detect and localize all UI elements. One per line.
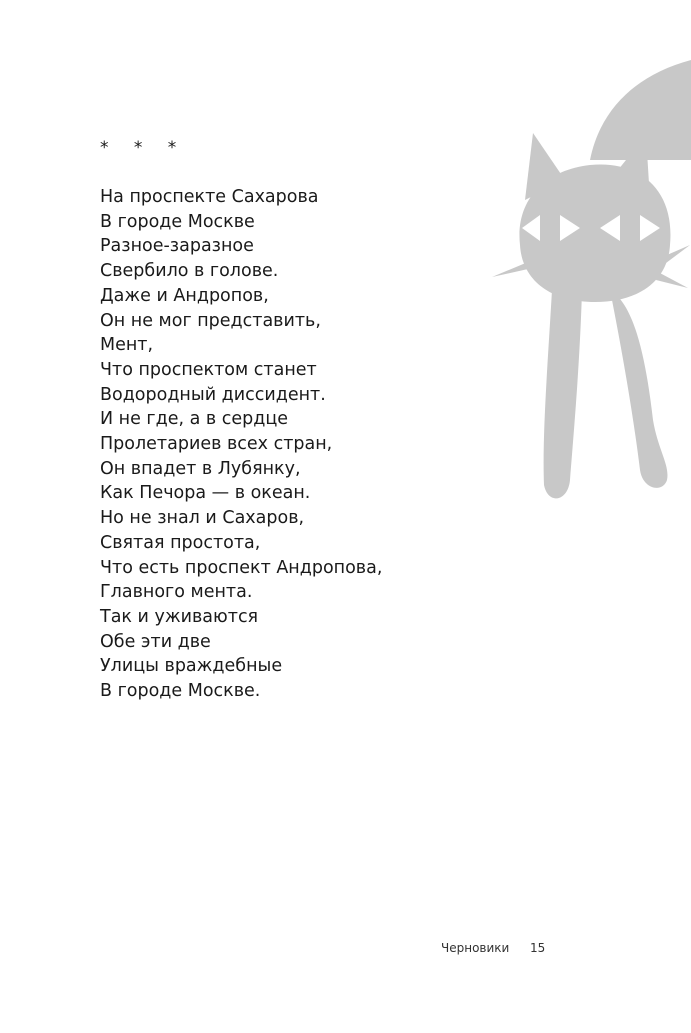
poem-line: Как Печора — в океан. bbox=[100, 483, 311, 504]
poem-line: В городе Москве bbox=[100, 211, 255, 232]
section-separator: * * * bbox=[100, 138, 187, 158]
poem-line: И не где, а в сердце bbox=[100, 409, 289, 430]
poem-line: Водородный диссидент. bbox=[100, 384, 326, 405]
poem-line: В городе Москве. bbox=[100, 681, 261, 702]
poem-line: Что есть проспект Андропова, bbox=[100, 557, 383, 578]
poem-line: На проспекте Сахарова bbox=[100, 187, 319, 207]
poem-line: Он впадет в Лубянку, bbox=[100, 458, 301, 479]
poem-line: Обе эти две bbox=[100, 631, 211, 652]
poem-line: Так и уживаются bbox=[100, 606, 259, 627]
running-title: Черновики bbox=[441, 941, 510, 955]
poem-line: Пролетариев всех стран, bbox=[100, 434, 333, 455]
cat-silhouette-icon bbox=[470, 40, 691, 520]
poem-line: Святая простота, bbox=[100, 532, 261, 553]
poem-line: Главного мента. bbox=[100, 582, 253, 603]
poem-line: Что проспектом станет bbox=[100, 359, 317, 380]
poem-line: Даже и Андропов, bbox=[100, 285, 269, 306]
poem bbox=[100, 185, 480, 704]
poem-line: Улицы враждебные bbox=[100, 656, 283, 677]
poem-line: Мент, bbox=[100, 335, 154, 356]
poem-line: Но не знал и Сахаров, bbox=[100, 508, 305, 529]
poem-line: Свербило в голове. bbox=[100, 261, 279, 282]
poem-line: Он не мог представить, bbox=[100, 310, 321, 331]
page-footer bbox=[0, 941, 691, 961]
page-number: 15 bbox=[530, 941, 546, 955]
poem-line: Разное-заразное bbox=[100, 236, 254, 257]
